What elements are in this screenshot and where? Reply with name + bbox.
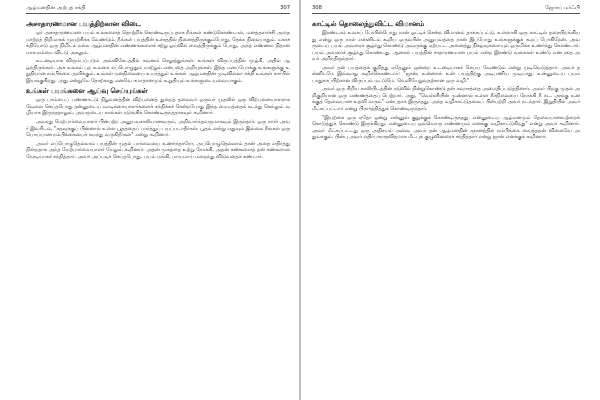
right-page-body bbox=[312, 20, 580, 141]
section-heading: உங்கள் பயங்களை ஆய்வு செய்யுங்கள் bbox=[26, 87, 148, 96]
page-gutter-divider bbox=[299, 0, 301, 400]
paragraph: ஒரு பாம்பைப் பண்ணாட்டு நிறுவனத்தின் விற்பனைத் துறைத் தலைவர் ஒருவர் முதலில் ஒரு விற்பனையாளராக வேலை செய்தபோது தன்னுடைய வாடிக்கையாளர்களைச் சந்திக்கச் சென்றபோது இந்த மையத்தைக் கடந்து செல்லும் வழியாக இருந்ததாலும், அவருடைய கால்கள் நடுங்கிக் கொண்டிருந்ததாகவும் கூறினார். bbox=[26, 97, 290, 117]
left-running-header bbox=[26, 5, 290, 14]
right-running-header bbox=[312, 5, 580, 14]
paragraph: உடனடியாக விரும்பப்படும் அவ்விசேடத்தில் கவனம் செலுத்துங்கள். உங்கள் விருப்பத்தில் மூழ்கி, அதில் ஆழ்ந்திருங்கள். அக உலகம் புற உலகை எப்பொழுதும் மாற்றும் என்பதை அறியுங்கள். இந்த மனப்போக்கு உங்களுக்கு உறுதியான நம்பிக்கை அளிக்கும். உங்கள் மனநிலையை உயர்த்தும் உங்கள் ஆழ்மனதின் முடிவில்லா சக்தி உங்கள் சார்பில் இயங்குகிறது. அது என்றுமே தோற்காது எனவே சமாதானமும் உறுதியும் உங்களுடையவையாகும். bbox=[26, 58, 290, 84]
right-page bbox=[300, 0, 600, 400]
left-page-number: 307 bbox=[280, 5, 290, 11]
paragraph: "இயற்கை ஒரு ஏதோ ஒன்று என்னுள் குறுக்குக் கொண்டிருந்தது. என்னுடைய ஆழ்மனமும் தேவையானவற்றைக் கொடுத்துக் கொண்டு இருக்கிறது. என்னுடைய ஒவ்வொரு எண்ணமும் எனக்கு வழிகாட்டுகிறது" என்று அவர் கூறினார். அவர் மீட்கப்பட்டது ஒரு அதிசயம் அல்ல, அவர் தன் ஆழ்மனதின் ஞானத்தில் நம்பிக்கை வைத்ததன் விளைவே அதுவாகும். பின்பு அவர் எதிர்பாராதவிதமாக மீட்புக் குழுவினரைச் சந்தித்தார் என்று ஜான் எனக்குக் கூறினார். bbox=[312, 114, 580, 141]
paragraph: அவர் எப்பொழுதெல்லாம் பயத்தின் முதல் பார்வையை உணர்ந்தாரோ, அப்பொழுதெல்லாம் தான் அதை எதிர்த்து நின்றதாக அந்த மேற்பார்வையாளர் மேலும் கூறினார். அதன் முகத்தை உற்று நோக்கி, அதன் கண்களைத் தன் கண்களால் நேரடியாகச் சந்தித்தார். அவர் அப்படிச் செய்தபோது, பயம் மங்கி, மாயமாய் மறைந்து விடுவதைக் கண்டார். bbox=[26, 140, 290, 160]
paragraph: அவரது மேற்பார்வையாளர் பின்பற்ற அனுபவசாலியானவரும், அறிவார்ந்தவருமாகவும் இருந்தார். ஒரு நாள் அவர் இவரிடம், "கதவுக்குப் பின்னால் உள்ள பூதத்தைப் பார்த்துப் பயப்படாதீர்கள். பூதம் என்று எதுவும் இல்லை நீங்கள் ஒரு பொய்யான நம்பிக்கையைச் சுமந்து வருகிறீர்கள்" என்று கூறினார். bbox=[26, 119, 290, 139]
paragraph: அவர் ஒரு சிறிய காலியிடத்தின் நடுவில் நின்றுகொண்டு தன் சுவாசத்தை அமைதிப்படுத்தினார். அவர் பிறகு முதல் அறிகுறியான ஒரு எண்ணத்தைப் பெற்றார். அது, "வெள்ளியின் முன்னால் உள்ள நீர்நிலையை நோக்கி நீ நட. அங்கு உனக்குத் தேவையான உதவி வரும்" என்பதாக இருந்தது. அந்த வழிகாட்டுதலைப் பின்பற்றி அவர் நடந்தார். இறுதியில் அவர் மீட்கப்பட்டார் என்று பிரார்த்தித்துக் கொண்டிருந்தார். bbox=[312, 86, 580, 113]
paragraph: இரண்டாம் உலகப் போரின்போது நான் ஓட்டிச் சென்ற விமானம் தாக்கப்பட்டு, உள்ளாகி ஒரு காட்டில் தரையிறங்கியது என்று ஒரு நாள் என்னிடம் கூறிய ஒருவரின் அனுபவத்தை நான் இப்போது உங்களுக்குக் கூறப் போகிறேன். அவருடைய பயம் அவரைச் சூழ்ந்து கொண்டு அவருக்கு ஏற்பட்ட அனைத்து நிகழ்வுகளையும் ஒருமிக்க உணர்ந்து கொண்டார். பயம் அவரைச் சூழ்ந்து கொண்டது. ஆனால் பயத்தின் சாதாரணமான பயம் என்ற இரண்டு வகைகள் உண்டு என்பதை அவர் அறிந்திருந்தார். bbox=[312, 30, 580, 63]
right-running-head-title: ஜோசப் மர்ஃபி bbox=[545, 5, 580, 11]
left-page-body bbox=[26, 20, 290, 160]
section-heading: அசாதாரணமான பயத்திற்கான விடை bbox=[26, 20, 141, 28]
right-page-number: 308 bbox=[312, 5, 322, 11]
section-heading: காட்டில் தொலைந்துவிட்ட விமானம் bbox=[312, 20, 425, 28]
paragraph: அவர் தன் பயத்தைக் குறித்து ஏதேனும் ஒன்றை உடனடியாகச் செய்ய வேண்டும் என்று முடிவெடுத்தார். அவர் தன்னிடமே இவ்வாறு கூறிக்கொண்டார்: "ஜான், உன்னால் உன் பயத்திற்கு அடிபணிய முடியாது. உன்னுடைய பயம் பாதுகாப்பிற்கான விருப்பம் மட்டுமே. வெளியேறுவதற்கான ஒரு வழி." bbox=[312, 64, 580, 84]
paragraph: ஒர் அசாதாரணமான பயம் உங்களைத் தொற்றிக் கொண்டிருப்பதாக நீங்கள் கண்டுகொண்டால், மனத்தளர்ச்சி அதை மாற்றத் திறிமாகக் முயற்சிக்க வேண்டும். நீங்கள் பயத்தின் உச்சத்தில் நினைத்திருக்கும்போது. தேக்க நிலையாதும். மகாசக்தியோடு ஒரு நிமிடம் நல்ல ஆழ்மனதின் எண்ணங்களைச் சற்று ஓய்வில் வைத்திருக்கும் போது, அந்த எண்ணம் நிதானமாக நம்மை விட்டு அகலும். bbox=[26, 30, 290, 56]
left-running-head-title: ஆழ்மனதின் அற்புத சக்தி bbox=[26, 5, 86, 11]
